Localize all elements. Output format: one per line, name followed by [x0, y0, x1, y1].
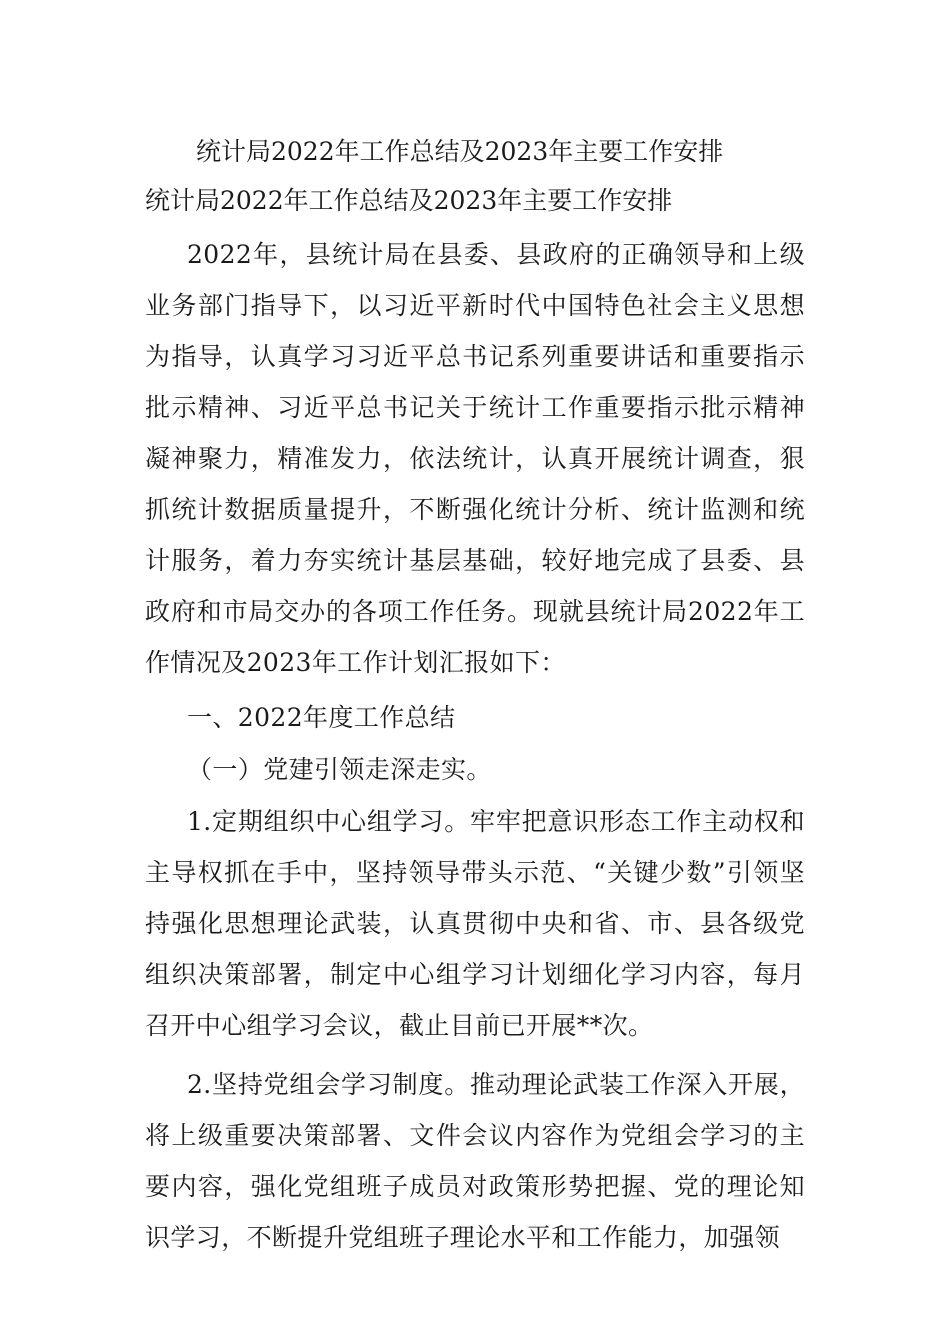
document-title: 统计局2022年工作总结及2023年主要工作安排: [196, 137, 724, 166]
subsection-heading: （一）党建引领走深走实。: [187, 755, 492, 784]
item-paragraph-2: 2.坚持党组会学习制度。推动理论武装工作深入开展，将上级重要决策部署、文件会议内容作为党组会学习的主要内容，强化党组班子成员对政策形势把握、党的理论知识学习，不断提升党组班子理论水平和工作能力，加强领: [145, 1070, 805, 1252]
document-body: [145, 229, 805, 1263]
document-subtitle: 统计局2022年工作总结及2023年主要工作安排: [145, 186, 673, 215]
section-heading: 一、2022年度工作总结: [187, 703, 456, 732]
intro-paragraph: 2022年，县统计局在县委、县政府的正确领导和上级业务部门指导下，以习近平新时代中国特色社会主义思想为指导，认真学习习近平总书记系列重要讲话和重要指示批示精神、习近平总书记关于统计工作重要指示批示精神凝神聚力，精准发力，依法统计，认真开展统计调查，狠抓统计数据质量提升，不断强化统计分析、统计监测和统计服务，着力夯实统计基层基础，较好地完成了县委、县政府和市局交办的各项工作任务。现就县统计局2022年工作情况及2023年工作计划汇报如下：: [145, 240, 805, 677]
item-paragraph-1: 1.定期组织中心组学习。牢牢把意识形态工作主动权和主导权抓在手中，坚持领导带头示范、“关键少数”引领坚持强化思想理论武装，认真贯彻中央和省、市、县各级党组织决策部署，制定中心组学习计划细化学习内容，每月召开中心组学习会议，截止目前已开展**次。: [145, 807, 805, 1040]
